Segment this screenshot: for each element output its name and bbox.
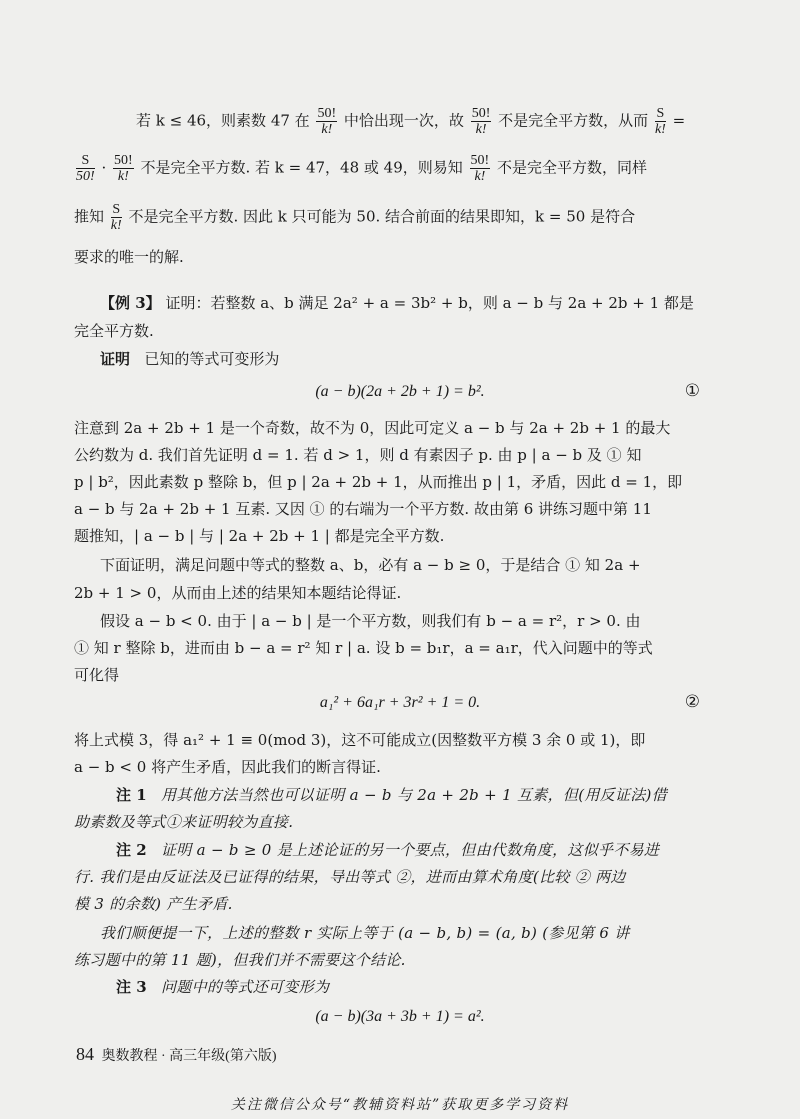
watermark-note: 关注微信公众号“教辅资料站”获取更多学习资料 (230, 1097, 570, 1113)
fraction (470, 153, 491, 184)
paragraph-line: 模 3 的余数) 产生矛盾. (74, 895, 233, 913)
paragraph-line: 练习题中的第 11 题)，但我们并不需要这个结论. (74, 951, 406, 969)
example-statement (100, 294, 750, 312)
numerator: 50! (114, 153, 133, 168)
denominator: 50! (76, 169, 95, 184)
paragraph-line: p | b²，因此素数 p 整除 b，但 p | 2a + 2b + 1，从而推出 p | 1，矛盾，因此 d = 1，即 (74, 473, 683, 491)
paragraph-line (136, 106, 786, 137)
numerator: S (656, 106, 665, 121)
text-run: 不是完全平方数. 若 k = 47，48 或 49，则易知 (140, 158, 463, 177)
paragraph-line (116, 786, 766, 804)
paragraph-line: 要求的唯一的解. (74, 248, 184, 266)
paragraph-line: 下面证明，满足问题中等式的整数 a、b，必有 a − b ≥ 0，于是结合 ① 知 2a + (100, 556, 641, 574)
paragraph-line: 公约数为 d. 我们首先证明 d = 1. 若 d > 1，则 d 有素因子 p. 由 p | a − b 及 ① 知 (74, 446, 642, 464)
text-run: 证明 a − b ≥ 0 是上述论证的另一个要点，但由代数角度，这似乎不易进 (160, 841, 660, 859)
page-number: 84 (76, 1044, 94, 1064)
note-3 (116, 978, 766, 996)
equation-2: a₁² + 6a₁r + 3r² + 1 = 0. (319, 694, 481, 711)
numerator: 50! (471, 106, 491, 121)
paragraph-line (74, 153, 724, 184)
denominator: k! (475, 122, 487, 137)
equation-number-1: ① (684, 381, 700, 401)
text-run: 不是完全平方数，从而 (498, 111, 649, 130)
denominator: k! (321, 122, 333, 137)
text-run: 用其他方法当然也可以证明 a − b 与 2a + 2b + 1 互素，但(用反证法)借 (160, 786, 667, 804)
paragraph-line: 我们顺便提一下，上述的整数 r 实际上等于 (a − b, b) = (a, b) (参见第 6 讲 (100, 924, 630, 942)
paragraph-line: 完全平方数. (74, 322, 154, 340)
paragraph-line: a − b 与 2a + 2b + 1 互素. 又因 ① 的右端为一个平方数. 故由第 6 讲练习题中第 11 (74, 500, 652, 518)
fraction (471, 106, 492, 137)
denominator: k! (474, 169, 486, 184)
text-run: 不是完全平方数，同样 (497, 158, 648, 177)
numerator: S (76, 153, 95, 169)
paragraph-line: ① 知 r 整除 b，进而由 b − a = r² 知 r | a. 设 b = b₁r，a = a₁r，代入问题中的等式 (74, 639, 653, 657)
fraction (655, 106, 666, 137)
equation-1: (a − b)(2a + 2b + 1) = b². (315, 383, 485, 400)
fraction (113, 153, 134, 184)
paragraph-line: 可化得 (74, 666, 120, 684)
text-run: · (101, 158, 107, 177)
equation-number-2: ② (684, 692, 700, 712)
fraction (111, 202, 122, 233)
text-run: 中恰出现一次，故 (343, 111, 464, 130)
paragraph-line: 助素数及等式①来证明较为直接. (74, 813, 294, 831)
paragraph-line (74, 202, 724, 233)
proof-intro (100, 350, 750, 368)
paragraph-line: 题推知，| a − b | 与 | 2a + 2b + 1 | 都是完全平方数. (74, 527, 445, 545)
paragraph-line: 2b + 1 > 0，从而由上述的结果知本题结论得证. (74, 584, 402, 602)
denominator: k! (117, 169, 129, 184)
paragraph-line: 假设 a − b < 0. 由于 | a − b | 是一个平方数，则我们有 b − a = r²，r > 0. 由 (100, 612, 641, 630)
paragraph-line: 行. 我们是由反证法及已证得的结果，导出等式 ②，进而由算术角度(比较 ② 两边 (74, 868, 626, 886)
proof-label: 证明 (100, 350, 131, 368)
paragraph-line: 注意到 2a + 2b + 1 是一个奇数，故不为 0，因此可定义 a − b 与 2a + 2b + 1 的最大 (74, 419, 671, 437)
text-run: 证明：若整数 a、b 满足 2a² + a = 3b² + b，则 a − b 与 2a + 2b + 1 都是 (165, 294, 694, 312)
page-footer (76, 1044, 277, 1065)
denominator: k! (654, 122, 666, 137)
example-label: 【例 3】 (100, 294, 161, 312)
text-run: 若 k ≤ 46，则素数 47 在 (136, 111, 310, 130)
denominator: k! (110, 218, 122, 233)
text-run: 已知的等式可变形为 (144, 350, 280, 368)
paragraph-line (116, 841, 766, 859)
text-run: 推知 (74, 207, 105, 226)
equation-3: (a − b)(3a + 3b + 1) = a². (315, 1008, 485, 1025)
numerator: S (112, 202, 121, 217)
text-run: 问题中的等式还可变形为 (160, 978, 330, 996)
fraction (316, 106, 337, 137)
text-run: = (672, 111, 686, 130)
note-label: 注 3 (116, 978, 147, 996)
text-run: 不是完全平方数. 因此 k 只可能为 50. 结合前面的结果即知，k = 50 是符合 (128, 207, 636, 226)
numerator: 50! (317, 106, 337, 121)
numerator: 50! (470, 153, 490, 168)
fraction (76, 153, 95, 184)
note-label: 注 2 (116, 841, 147, 859)
note-label: 注 1 (116, 786, 147, 804)
paragraph-line: 将上式模 3，得 a₁² + 1 ≡ 0(mod 3)，这不可能成立(因整数平方模 3 余 0 或 1)，即 (74, 731, 646, 749)
paragraph-line: a − b < 0 将产生矛盾，因此我们的断言得证. (74, 758, 381, 776)
book-title: 奥数教程 · 高三年级(第六版) (101, 1049, 277, 1064)
